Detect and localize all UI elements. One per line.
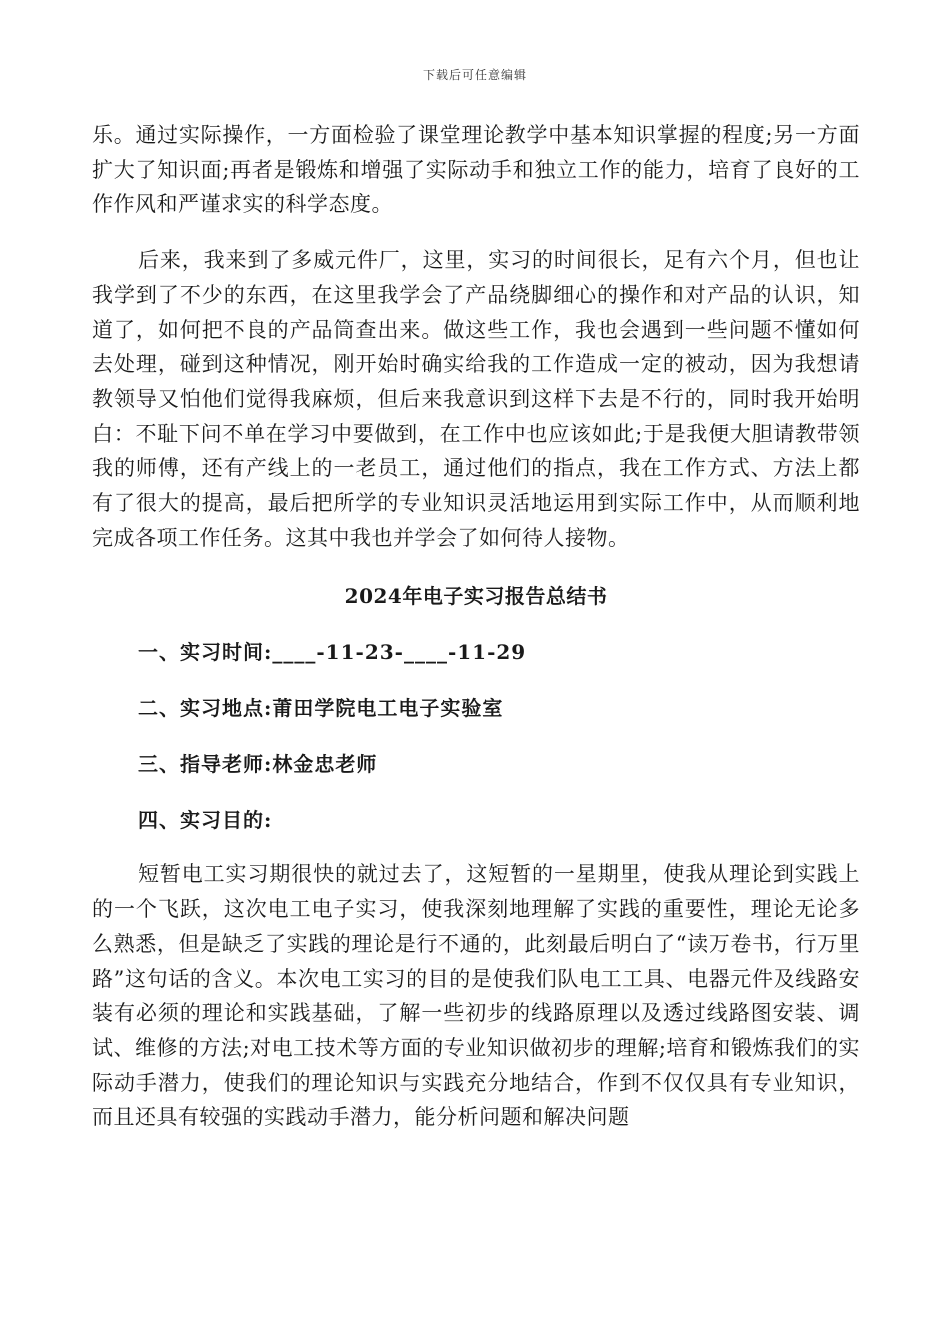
paragraph-purpose: 短暂电工实习期很快的就过去了，这短暂的一星期里，使我从理论到实践上的一个飞跃，这次电工电子实习，使我深刻地理解了实践的重要性，理论无论多么熟悉，但是缺乏了实践的理论是行不通的，此刻最后明白了“读万卷书，行万里路”这句话的含义。本次电工实习的目的是使我们队电工工具、电器元件及线路安装有必须的理论和实践基础，了解一些初步的线路原理以及透过线路图安装、调试、维修的方法;对电工技术等方面的专业知识做初步的理解;培育和锻炼我们的实际动手潜力，使我们的理论知识与实践充分地结合，作到不仅仅具有专业知识，而且还具有较强的实践动手潜力，能分析问题和解决问题 xyxy=(92,862,860,1130)
item-instructor: 三、指导老师:林金忠老师 xyxy=(138,752,378,777)
document-body xyxy=(92,118,860,1135)
paragraph-factory-experience: 后来，我来到了多威元件厂，这里，实习的时间很长，足有六个月，但也让我学到了不少的东西，在这里我学会了产品绕脚细心的操作和对产品的认识，知道了，如何把不良的产品筒查出来。做这些工作，我也会遇到一些问题不懂如何去处理，碰到这种情况，刚开始时确实给我的工作造成一定的被动，因为我想请教领导又怕他们觉得我麻烦，但后来我意识到这样下去是不行的，同时我开始明白：不耻下问不单在学习中要做到，在工作中也应该如此;于是我便大胆请教带领我的师傅，还有产线上的一老员工，通过他们的指点，我在工作方式、方法上都有了很大的提高，最后把所学的专业知识灵活地运用到实际工作中，从而顺利地完成各项工作任务。这其中我也并学会了如何待人接物。 xyxy=(92,248,860,550)
item-internship-purpose: 四、实习目的: xyxy=(138,808,273,833)
item-internship-time: 一、实习时间:____-11-23-____-11-29 xyxy=(138,640,527,665)
paragraph-continued: 乐。通过实际操作，一方面检验了课堂理论教学中基本知识掌握的程度;另一方面扩大了知识面;再者是锻炼和增强了实际动手和独立工作的能力，培育了良好的工作作风和严谨求实的科学态度。 xyxy=(92,123,860,217)
item-internship-location: 二、实习地点:莆田学院电工电子实验室 xyxy=(138,696,504,721)
section-title: 2024年电子实习报告总结书 xyxy=(344,584,608,609)
header-note: 下载后可任意编辑 xyxy=(422,68,527,82)
